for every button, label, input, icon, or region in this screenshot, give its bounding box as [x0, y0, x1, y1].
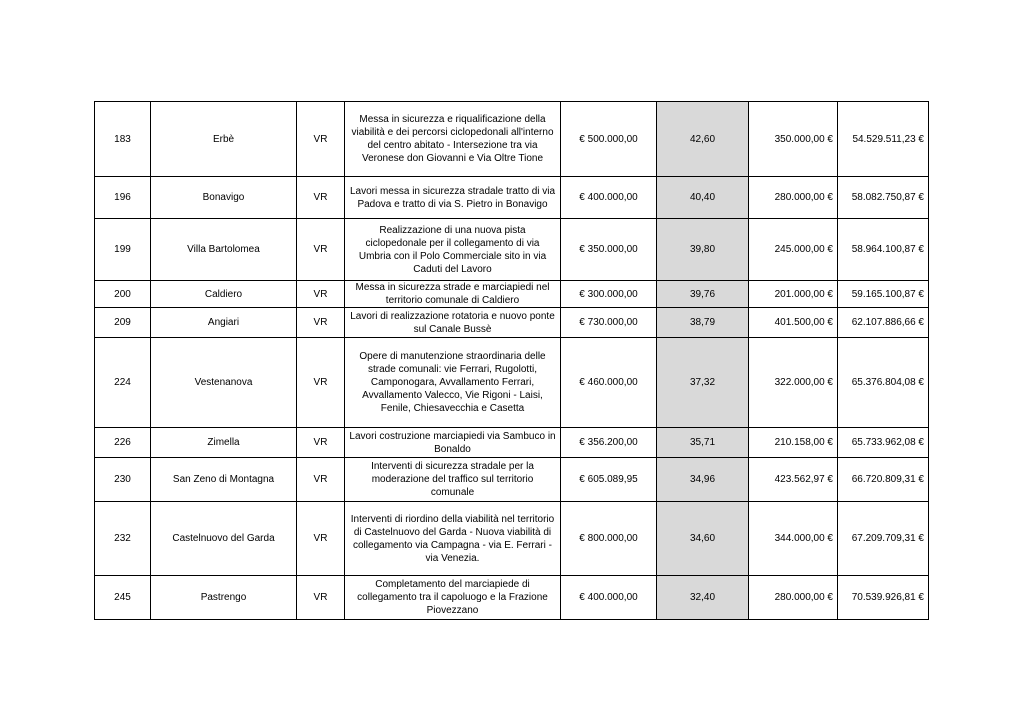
cell-provincia: VR [297, 219, 345, 281]
cell-position: 199 [95, 219, 151, 281]
table-body [95, 102, 929, 620]
cell-importo: € 730.000,00 [561, 308, 657, 338]
cell-importo: € 400.000,00 [561, 576, 657, 620]
cell-contributo: 344.000,00 € [749, 502, 838, 576]
cell-importo: € 460.000,00 [561, 338, 657, 428]
cell-comune: Vestenanova [151, 338, 297, 428]
table-row [95, 338, 929, 428]
cell-contributo: 280.000,00 € [749, 576, 838, 620]
cell-position: 226 [95, 428, 151, 458]
projects-table [94, 101, 929, 620]
cell-importo-cumulato: 62.107.886,66 € [838, 308, 929, 338]
cell-comune: Pastrengo [151, 576, 297, 620]
cell-contributo: 401.500,00 € [749, 308, 838, 338]
cell-descrizione: Interventi di riordino della viabilità nel territorio di Castelnuovo del Garda - Nuova viabilità di collegamento via Campagna - via E. Ferrari - via Venezia. [345, 502, 561, 576]
cell-importo-cumulato: 67.209.709,31 € [838, 502, 929, 576]
cell-descrizione: Lavori messa in sicurezza stradale tratto di via Padova e tratto di via S. Pietro in Bonavigo [345, 177, 561, 219]
cell-descrizione: Lavori costruzione marciapiedi via Sambuco in Bonaldo [345, 428, 561, 458]
cell-contributo: 210.158,00 € [749, 428, 838, 458]
cell-contributo: 423.562,97 € [749, 458, 838, 502]
cell-punteggio: 35,71 [657, 428, 749, 458]
cell-position: 209 [95, 308, 151, 338]
cell-descrizione: Completamento del marciapiede di collegamento tra il capoluogo e la Frazione Piovezzano [345, 576, 561, 620]
cell-punteggio: 39,76 [657, 281, 749, 308]
cell-importo-cumulato: 59.165.100,87 € [838, 281, 929, 308]
cell-importo-cumulato: 58.082.750,87 € [838, 177, 929, 219]
cell-position: 200 [95, 281, 151, 308]
cell-contributo: 201.000,00 € [749, 281, 838, 308]
cell-descrizione: Interventi di sicurezza stradale per la moderazione del traffico sul territorio comunale [345, 458, 561, 502]
table-row [95, 576, 929, 620]
cell-punteggio: 34,96 [657, 458, 749, 502]
cell-punteggio: 39,80 [657, 219, 749, 281]
cell-importo: € 300.000,00 [561, 281, 657, 308]
cell-comune: Zimella [151, 428, 297, 458]
cell-descrizione: Lavori di realizzazione rotatoria e nuovo ponte sul Canale Bussè [345, 308, 561, 338]
cell-descrizione: Opere di manutenzione straordinaria delle strade comunali: vie Ferrari, Rugolotti, Camponogara, Avvallamento Ferrari, Avvallamento Valecco, Vie Rigoni - Laisi, Fenile, Chiesavecchia e Casetta [345, 338, 561, 428]
cell-position: 232 [95, 502, 151, 576]
cell-importo-cumulato: 65.376.804,08 € [838, 338, 929, 428]
cell-contributo: 350.000,00 € [749, 102, 838, 177]
cell-provincia: VR [297, 458, 345, 502]
cell-position: 245 [95, 576, 151, 620]
cell-contributo: 280.000,00 € [749, 177, 838, 219]
cell-provincia: VR [297, 428, 345, 458]
cell-comune: Angiari [151, 308, 297, 338]
cell-importo: € 800.000,00 [561, 502, 657, 576]
cell-punteggio: 38,79 [657, 308, 749, 338]
cell-punteggio: 32,40 [657, 576, 749, 620]
cell-position: 230 [95, 458, 151, 502]
cell-position: 183 [95, 102, 151, 177]
cell-importo: € 350.000,00 [561, 219, 657, 281]
table-row [95, 102, 929, 177]
cell-punteggio: 42,60 [657, 102, 749, 177]
cell-contributo: 245.000,00 € [749, 219, 838, 281]
cell-punteggio: 34,60 [657, 502, 749, 576]
cell-importo-cumulato: 66.720.809,31 € [838, 458, 929, 502]
cell-provincia: VR [297, 308, 345, 338]
table-row [95, 308, 929, 338]
cell-position: 196 [95, 177, 151, 219]
cell-provincia: VR [297, 102, 345, 177]
table-row [95, 458, 929, 502]
cell-comune: Villa Bartolomea [151, 219, 297, 281]
cell-descrizione: Realizzazione di una nuova pista ciclopedonale per il collegamento di via Umbria con il Polo Commerciale sito in via Caduti del Lavoro [345, 219, 561, 281]
cell-descrizione: Messa in sicurezza e riqualificazione della viabilità e dei percorsi ciclopedonali all'interno del centro abitato - Intersezione tra via Veronese don Giovanni e Via Oltre Tione [345, 102, 561, 177]
cell-provincia: VR [297, 281, 345, 308]
cell-importo: € 500.000,00 [561, 102, 657, 177]
cell-provincia: VR [297, 338, 345, 428]
cell-comune: Bonavigo [151, 177, 297, 219]
table-row [95, 502, 929, 576]
cell-position: 224 [95, 338, 151, 428]
cell-importo: € 356.200,00 [561, 428, 657, 458]
cell-punteggio: 37,32 [657, 338, 749, 428]
cell-provincia: VR [297, 502, 345, 576]
cell-importo: € 605.089,95 [561, 458, 657, 502]
cell-importo-cumulato: 58.964.100,87 € [838, 219, 929, 281]
table-row [95, 219, 929, 281]
cell-comune: Castelnuovo del Garda [151, 502, 297, 576]
cell-comune: Caldiero [151, 281, 297, 308]
cell-contributo: 322.000,00 € [749, 338, 838, 428]
cell-provincia: VR [297, 177, 345, 219]
cell-importo-cumulato: 70.539.926,81 € [838, 576, 929, 620]
cell-importo-cumulato: 54.529.511,23 € [838, 102, 929, 177]
cell-importo-cumulato: 65.733.962,08 € [838, 428, 929, 458]
cell-importo: € 400.000,00 [561, 177, 657, 219]
cell-comune: San Zeno di Montagna [151, 458, 297, 502]
cell-comune: Erbè [151, 102, 297, 177]
cell-punteggio: 40,40 [657, 177, 749, 219]
table-row [95, 281, 929, 308]
cell-provincia: VR [297, 576, 345, 620]
table-row [95, 428, 929, 458]
cell-descrizione: Messa in sicurezza strade e marciapiedi nel territorio comunale di Caldiero [345, 281, 561, 308]
table-row [95, 177, 929, 219]
